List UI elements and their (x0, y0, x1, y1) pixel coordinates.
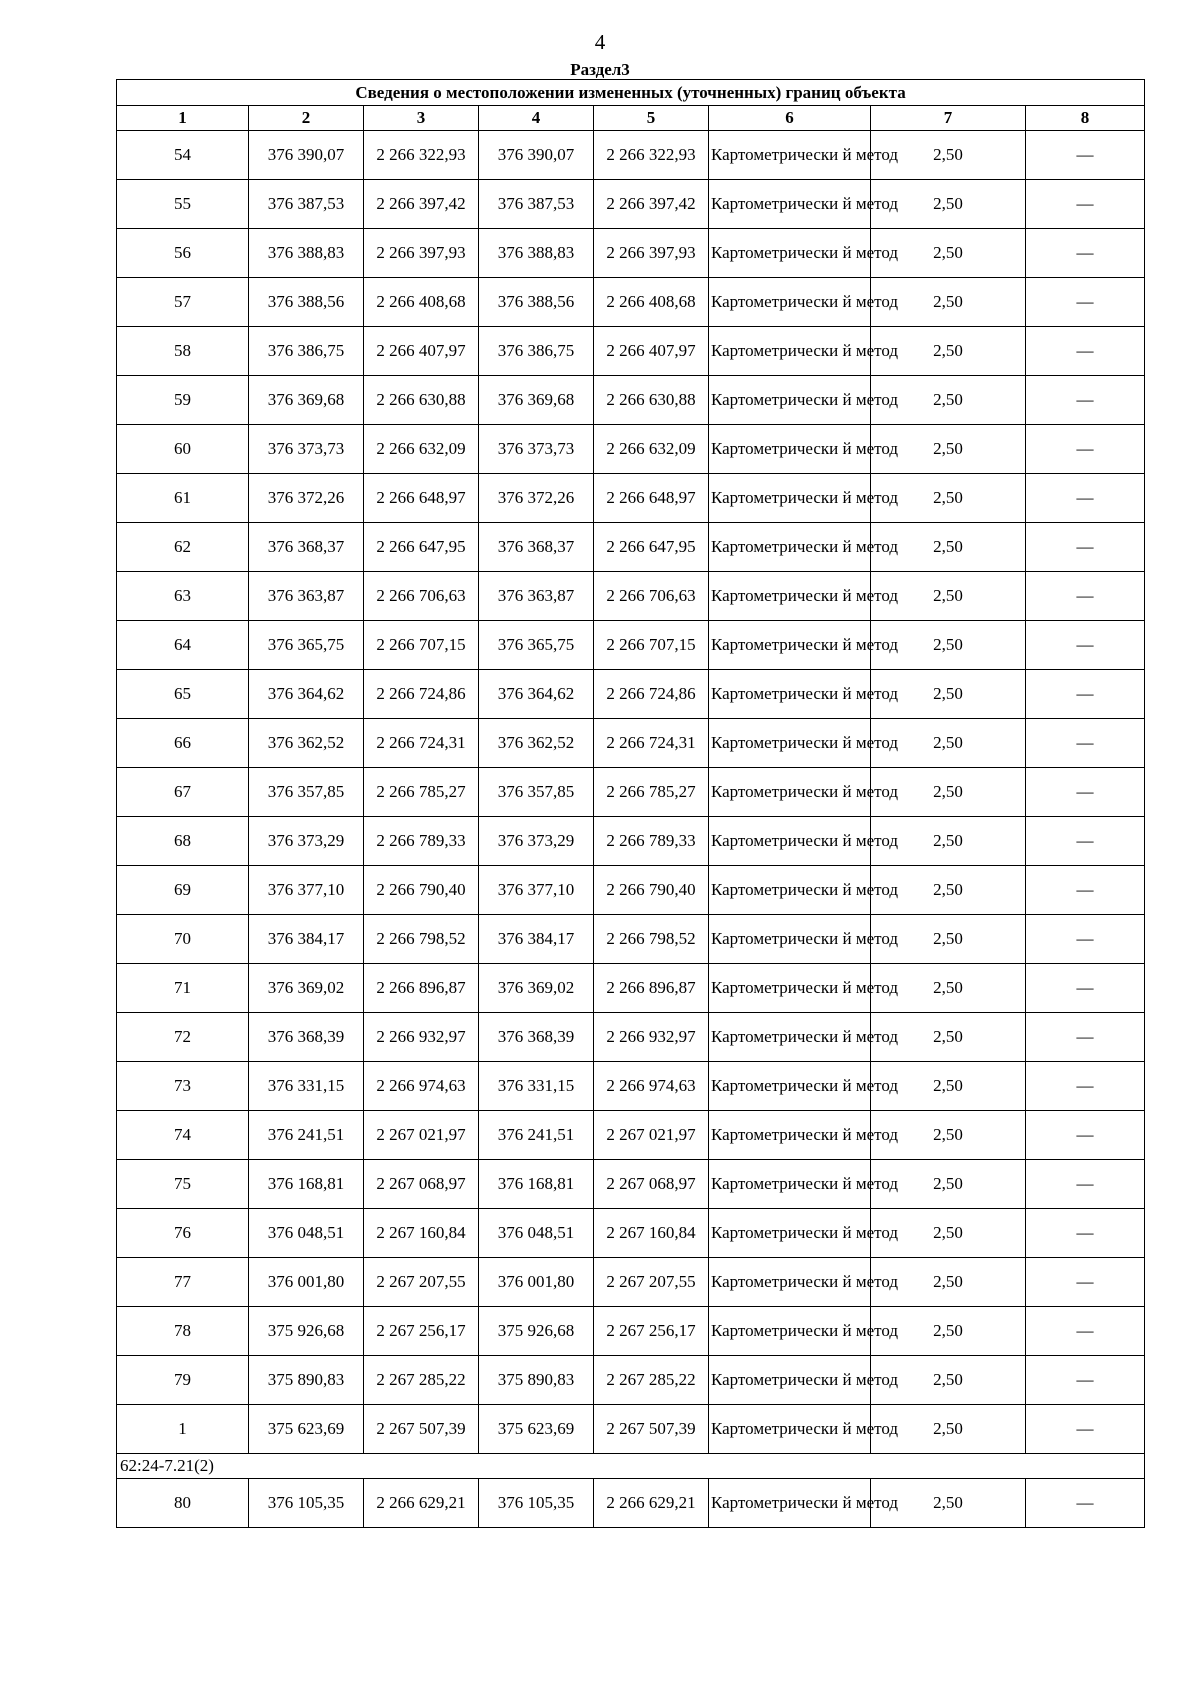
y-coordinate-cell: 2 266 789,33 (594, 817, 709, 866)
table-row (117, 1013, 1145, 1062)
x-coordinate-cell: 376 390,07 (249, 131, 364, 180)
y-coordinate-cell: 2 266 974,63 (594, 1062, 709, 1111)
y-coordinate-cell: 2 266 789,33 (364, 817, 479, 866)
accuracy-cell: 2,50 (871, 278, 1026, 327)
note-cell: — (1026, 1405, 1145, 1454)
note-cell: — (1026, 719, 1145, 768)
x-coordinate-cell: 376 369,02 (479, 964, 594, 1013)
y-coordinate-cell: 2 266 647,95 (364, 523, 479, 572)
x-coordinate-cell: 376 363,87 (249, 572, 364, 621)
note-cell: — (1026, 915, 1145, 964)
x-coordinate-cell: 376 001,80 (479, 1258, 594, 1307)
x-coordinate-cell: 376 373,73 (249, 425, 364, 474)
y-coordinate-cell: 2 266 724,86 (594, 670, 709, 719)
method-cell: Картометрически й метод (709, 180, 871, 229)
y-coordinate-cell: 2 266 724,31 (364, 719, 479, 768)
x-coordinate-cell: 375 623,69 (479, 1405, 594, 1454)
y-coordinate-cell: 2 267 160,84 (364, 1209, 479, 1258)
point-number-cell: 65 (117, 670, 249, 719)
x-coordinate-cell: 376 388,56 (249, 278, 364, 327)
y-coordinate-cell: 2 266 322,93 (594, 131, 709, 180)
point-number-cell: 73 (117, 1062, 249, 1111)
y-coordinate-cell: 2 266 322,93 (364, 131, 479, 180)
column-number: 2 (249, 106, 364, 131)
y-coordinate-cell: 2 266 974,63 (364, 1062, 479, 1111)
x-coordinate-cell: 376 373,73 (479, 425, 594, 474)
point-number-cell: 77 (117, 1258, 249, 1307)
page-number: 4 (594, 30, 606, 54)
method-cell: Картометрически й метод (709, 1405, 871, 1454)
x-coordinate-cell: 376 387,53 (249, 180, 364, 229)
group-label: 62:24-7.21(2) (117, 1454, 1145, 1479)
method-cell: Картометрически й метод (709, 1356, 871, 1405)
x-coordinate-cell: 376 168,81 (479, 1160, 594, 1209)
column-number-row (117, 106, 1145, 131)
y-coordinate-cell: 2 267 160,84 (594, 1209, 709, 1258)
table-row (117, 1307, 1145, 1356)
y-coordinate-cell: 2 266 397,93 (594, 229, 709, 278)
y-coordinate-cell: 2 266 648,97 (594, 474, 709, 523)
method-cell: Картометрически й метод (709, 1209, 871, 1258)
x-coordinate-cell: 376 105,35 (479, 1479, 594, 1528)
table-row (117, 1062, 1145, 1111)
y-coordinate-cell: 2 266 932,97 (364, 1013, 479, 1062)
table-row (117, 327, 1145, 376)
table-body (117, 131, 1145, 1454)
note-cell: — (1026, 768, 1145, 817)
accuracy-cell: 2,50 (871, 768, 1026, 817)
x-coordinate-cell: 376 048,51 (479, 1209, 594, 1258)
point-number-cell: 67 (117, 768, 249, 817)
accuracy-cell: 2,50 (871, 1013, 1026, 1062)
y-coordinate-cell: 2 267 068,97 (594, 1160, 709, 1209)
y-coordinate-cell: 2 266 630,88 (364, 376, 479, 425)
x-coordinate-cell: 376 390,07 (479, 131, 594, 180)
table-row (117, 131, 1145, 180)
group-table-body (117, 1479, 1145, 1528)
x-coordinate-cell: 376 384,17 (479, 915, 594, 964)
y-coordinate-cell: 2 266 896,87 (594, 964, 709, 1013)
y-coordinate-cell: 2 266 798,52 (364, 915, 479, 964)
note-cell: — (1026, 1307, 1145, 1356)
table-row (117, 1111, 1145, 1160)
x-coordinate-cell: 376 364,62 (249, 670, 364, 719)
x-coordinate-cell: 376 362,52 (249, 719, 364, 768)
x-coordinate-cell: 376 388,83 (249, 229, 364, 278)
x-coordinate-cell: 376 368,37 (479, 523, 594, 572)
x-coordinate-cell: 376 369,02 (249, 964, 364, 1013)
y-coordinate-cell: 2 266 798,52 (594, 915, 709, 964)
table-row (117, 376, 1145, 425)
note-cell: — (1026, 817, 1145, 866)
method-cell: Картометрически й метод (709, 1307, 871, 1356)
x-coordinate-cell: 375 926,68 (249, 1307, 364, 1356)
method-cell: Картометрически й метод (709, 1258, 871, 1307)
note-cell: — (1026, 1209, 1145, 1258)
table-row (117, 1405, 1145, 1454)
table-row (117, 670, 1145, 719)
y-coordinate-cell: 2 266 707,15 (364, 621, 479, 670)
accuracy-cell: 2,50 (871, 1479, 1026, 1528)
y-coordinate-cell: 2 266 632,09 (364, 425, 479, 474)
y-coordinate-cell: 2 267 507,39 (594, 1405, 709, 1454)
method-cell: Картометрически й метод (709, 572, 871, 621)
note-cell: — (1026, 621, 1145, 670)
table-row (117, 278, 1145, 327)
method-cell: Картометрически й метод (709, 131, 871, 180)
point-number-cell: 80 (117, 1479, 249, 1528)
x-coordinate-cell: 376 388,56 (479, 278, 594, 327)
x-coordinate-cell: 376 384,17 (249, 915, 364, 964)
y-coordinate-cell: 2 266 706,63 (364, 572, 479, 621)
point-number-cell: 60 (117, 425, 249, 474)
method-cell: Картометрически й метод (709, 523, 871, 572)
y-coordinate-cell: 2 267 256,17 (594, 1307, 709, 1356)
accuracy-cell: 2,50 (871, 1258, 1026, 1307)
table-row (117, 1356, 1145, 1405)
accuracy-cell: 2,50 (871, 1356, 1026, 1405)
accuracy-cell: 2,50 (871, 523, 1026, 572)
note-cell: — (1026, 670, 1145, 719)
column-number: 1 (117, 106, 249, 131)
accuracy-cell: 2,50 (871, 1111, 1026, 1160)
x-coordinate-cell: 376 001,80 (249, 1258, 364, 1307)
x-coordinate-cell: 376 331,15 (249, 1062, 364, 1111)
x-coordinate-cell: 376 369,68 (249, 376, 364, 425)
y-coordinate-cell: 2 266 707,15 (594, 621, 709, 670)
method-cell: Картометрически й метод (709, 866, 871, 915)
y-coordinate-cell: 2 266 397,93 (364, 229, 479, 278)
y-coordinate-cell: 2 267 021,97 (594, 1111, 709, 1160)
point-number-cell: 58 (117, 327, 249, 376)
y-coordinate-cell: 2 266 785,27 (364, 768, 479, 817)
y-coordinate-cell: 2 266 896,87 (364, 964, 479, 1013)
y-coordinate-cell: 2 266 790,40 (364, 866, 479, 915)
boundary-coordinates-table (116, 79, 1145, 1528)
x-coordinate-cell: 376 377,10 (479, 866, 594, 915)
accuracy-cell: 2,50 (871, 327, 1026, 376)
x-coordinate-cell: 376 386,75 (249, 327, 364, 376)
group-section (117, 1454, 1145, 1479)
point-number-cell: 62 (117, 523, 249, 572)
x-coordinate-cell: 376 357,85 (249, 768, 364, 817)
point-number-cell: 56 (117, 229, 249, 278)
note-cell: — (1026, 964, 1145, 1013)
y-coordinate-cell: 2 266 932,97 (594, 1013, 709, 1062)
x-coordinate-cell: 376 386,75 (479, 327, 594, 376)
section-title: Раздел3 (570, 60, 630, 79)
point-number-cell: 68 (117, 817, 249, 866)
x-coordinate-cell: 376 365,75 (249, 621, 364, 670)
y-coordinate-cell: 2 267 256,17 (364, 1307, 479, 1356)
table-row (117, 1209, 1145, 1258)
x-coordinate-cell: 375 890,83 (479, 1356, 594, 1405)
table-row (117, 1258, 1145, 1307)
accuracy-cell: 2,50 (871, 180, 1026, 229)
x-coordinate-cell: 376 388,83 (479, 229, 594, 278)
accuracy-cell: 2,50 (871, 964, 1026, 1013)
x-coordinate-cell: 376 368,37 (249, 523, 364, 572)
point-number-cell: 61 (117, 474, 249, 523)
method-cell: Картометрически й метод (709, 278, 871, 327)
y-coordinate-cell: 2 266 706,63 (594, 572, 709, 621)
accuracy-cell: 2,50 (871, 817, 1026, 866)
point-number-cell: 78 (117, 1307, 249, 1356)
point-number-cell: 64 (117, 621, 249, 670)
note-cell: — (1026, 866, 1145, 915)
y-coordinate-cell: 2 267 207,55 (594, 1258, 709, 1307)
accuracy-cell: 2,50 (871, 572, 1026, 621)
y-coordinate-cell: 2 266 790,40 (594, 866, 709, 915)
y-coordinate-cell: 2 266 630,88 (594, 376, 709, 425)
accuracy-cell: 2,50 (871, 1307, 1026, 1356)
point-number-cell: 63 (117, 572, 249, 621)
x-coordinate-cell: 375 890,83 (249, 1356, 364, 1405)
note-cell: — (1026, 278, 1145, 327)
x-coordinate-cell: 376 373,29 (479, 817, 594, 866)
accuracy-cell: 2,50 (871, 621, 1026, 670)
method-cell: Картометрически й метод (709, 719, 871, 768)
x-coordinate-cell: 376 368,39 (479, 1013, 594, 1062)
note-cell: — (1026, 1356, 1145, 1405)
note-cell: — (1026, 572, 1145, 621)
accuracy-cell: 2,50 (871, 1062, 1026, 1111)
method-cell: Картометрически й метод (709, 229, 871, 278)
table-row (117, 180, 1145, 229)
accuracy-cell: 2,50 (871, 866, 1026, 915)
table-row (117, 915, 1145, 964)
column-number: 5 (594, 106, 709, 131)
y-coordinate-cell: 2 266 629,21 (364, 1479, 479, 1528)
y-coordinate-cell: 2 266 648,97 (364, 474, 479, 523)
accuracy-cell: 2,50 (871, 376, 1026, 425)
point-number-cell: 79 (117, 1356, 249, 1405)
note-cell: — (1026, 229, 1145, 278)
x-coordinate-cell: 376 357,85 (479, 768, 594, 817)
note-cell: — (1026, 180, 1145, 229)
x-coordinate-cell: 376 048,51 (249, 1209, 364, 1258)
y-coordinate-cell: 2 267 285,22 (364, 1356, 479, 1405)
accuracy-cell: 2,50 (871, 719, 1026, 768)
accuracy-cell: 2,50 (871, 131, 1026, 180)
point-number-cell: 75 (117, 1160, 249, 1209)
y-coordinate-cell: 2 266 647,95 (594, 523, 709, 572)
table-row (117, 621, 1145, 670)
point-number-cell: 72 (117, 1013, 249, 1062)
y-coordinate-cell: 2 266 407,97 (594, 327, 709, 376)
y-coordinate-cell: 2 267 207,55 (364, 1258, 479, 1307)
table-row (117, 425, 1145, 474)
x-coordinate-cell: 376 369,68 (479, 376, 594, 425)
table-caption: Сведения о местоположении измененных (уточненных) границ объекта (117, 80, 1145, 106)
x-coordinate-cell: 376 364,62 (479, 670, 594, 719)
accuracy-cell: 2,50 (871, 474, 1026, 523)
accuracy-cell: 2,50 (871, 670, 1026, 719)
point-number-cell: 69 (117, 866, 249, 915)
x-coordinate-cell: 376 368,39 (249, 1013, 364, 1062)
x-coordinate-cell: 375 623,69 (249, 1405, 364, 1454)
y-coordinate-cell: 2 267 285,22 (594, 1356, 709, 1405)
point-number-cell: 1 (117, 1405, 249, 1454)
x-coordinate-cell: 376 377,10 (249, 866, 364, 915)
note-cell: — (1026, 523, 1145, 572)
note-cell: — (1026, 474, 1145, 523)
method-cell: Картометрически й метод (709, 621, 871, 670)
x-coordinate-cell: 376 105,35 (249, 1479, 364, 1528)
accuracy-cell: 2,50 (871, 1405, 1026, 1454)
method-cell: Картометрически й метод (709, 376, 871, 425)
table-row (117, 523, 1145, 572)
column-number: 7 (871, 106, 1026, 131)
method-cell: Картометрически й метод (709, 964, 871, 1013)
method-cell: Картометрически й метод (709, 670, 871, 719)
method-cell: Картометрически й метод (709, 1479, 871, 1528)
x-coordinate-cell: 376 362,52 (479, 719, 594, 768)
y-coordinate-cell: 2 266 724,31 (594, 719, 709, 768)
method-cell: Картометрически й метод (709, 327, 871, 376)
table-row (117, 768, 1145, 817)
method-cell: Картометрически й метод (709, 915, 871, 964)
method-cell: Картометрически й метод (709, 425, 871, 474)
note-cell: — (1026, 327, 1145, 376)
accuracy-cell: 2,50 (871, 425, 1026, 474)
x-coordinate-cell: 375 926,68 (479, 1307, 594, 1356)
x-coordinate-cell: 376 241,51 (249, 1111, 364, 1160)
x-coordinate-cell: 376 373,29 (249, 817, 364, 866)
y-coordinate-cell: 2 266 632,09 (594, 425, 709, 474)
method-cell: Картометрически й метод (709, 1013, 871, 1062)
note-cell: — (1026, 131, 1145, 180)
y-coordinate-cell: 2 266 408,68 (364, 278, 479, 327)
accuracy-cell: 2,50 (871, 1160, 1026, 1209)
y-coordinate-cell: 2 267 507,39 (364, 1405, 479, 1454)
column-number: 8 (1026, 106, 1145, 131)
y-coordinate-cell: 2 266 397,42 (364, 180, 479, 229)
point-number-cell: 71 (117, 964, 249, 1013)
x-coordinate-cell: 376 331,15 (479, 1062, 594, 1111)
column-number: 6 (709, 106, 871, 131)
x-coordinate-cell: 376 372,26 (249, 474, 364, 523)
table-row (117, 964, 1145, 1013)
note-cell: — (1026, 1479, 1145, 1528)
point-number-cell: 76 (117, 1209, 249, 1258)
table-row (117, 1160, 1145, 1209)
x-coordinate-cell: 376 365,75 (479, 621, 594, 670)
point-number-cell: 55 (117, 180, 249, 229)
method-cell: Картометрически й метод (709, 817, 871, 866)
method-cell: Картометрически й метод (709, 1111, 871, 1160)
table-row (117, 572, 1145, 621)
y-coordinate-cell: 2 266 785,27 (594, 768, 709, 817)
note-cell: — (1026, 1111, 1145, 1160)
accuracy-cell: 2,50 (871, 1209, 1026, 1258)
note-cell: — (1026, 1062, 1145, 1111)
column-number: 3 (364, 106, 479, 131)
table-row (117, 866, 1145, 915)
note-cell: — (1026, 376, 1145, 425)
table-row (117, 1479, 1145, 1528)
x-coordinate-cell: 376 168,81 (249, 1160, 364, 1209)
point-number-cell: 59 (117, 376, 249, 425)
accuracy-cell: 2,50 (871, 229, 1026, 278)
point-number-cell: 70 (117, 915, 249, 964)
y-coordinate-cell: 2 266 397,42 (594, 180, 709, 229)
table-row (117, 474, 1145, 523)
table-row (117, 817, 1145, 866)
method-cell: Картометрически й метод (709, 1062, 871, 1111)
x-coordinate-cell: 376 372,26 (479, 474, 594, 523)
y-coordinate-cell: 2 266 408,68 (594, 278, 709, 327)
method-cell: Картометрически й метод (709, 474, 871, 523)
point-number-cell: 54 (117, 131, 249, 180)
y-coordinate-cell: 2 267 068,97 (364, 1160, 479, 1209)
table-row (117, 229, 1145, 278)
point-number-cell: 57 (117, 278, 249, 327)
y-coordinate-cell: 2 266 629,21 (594, 1479, 709, 1528)
x-coordinate-cell: 376 387,53 (479, 180, 594, 229)
table-row (117, 719, 1145, 768)
note-cell: — (1026, 425, 1145, 474)
accuracy-cell: 2,50 (871, 915, 1026, 964)
method-cell: Картометрически й метод (709, 768, 871, 817)
point-number-cell: 66 (117, 719, 249, 768)
y-coordinate-cell: 2 266 724,86 (364, 670, 479, 719)
note-cell: — (1026, 1160, 1145, 1209)
y-coordinate-cell: 2 266 407,97 (364, 327, 479, 376)
x-coordinate-cell: 376 241,51 (479, 1111, 594, 1160)
x-coordinate-cell: 376 363,87 (479, 572, 594, 621)
point-number-cell: 74 (117, 1111, 249, 1160)
note-cell: — (1026, 1258, 1145, 1307)
y-coordinate-cell: 2 267 021,97 (364, 1111, 479, 1160)
method-cell: Картометрически й метод (709, 1160, 871, 1209)
note-cell: — (1026, 1013, 1145, 1062)
column-number: 4 (479, 106, 594, 131)
